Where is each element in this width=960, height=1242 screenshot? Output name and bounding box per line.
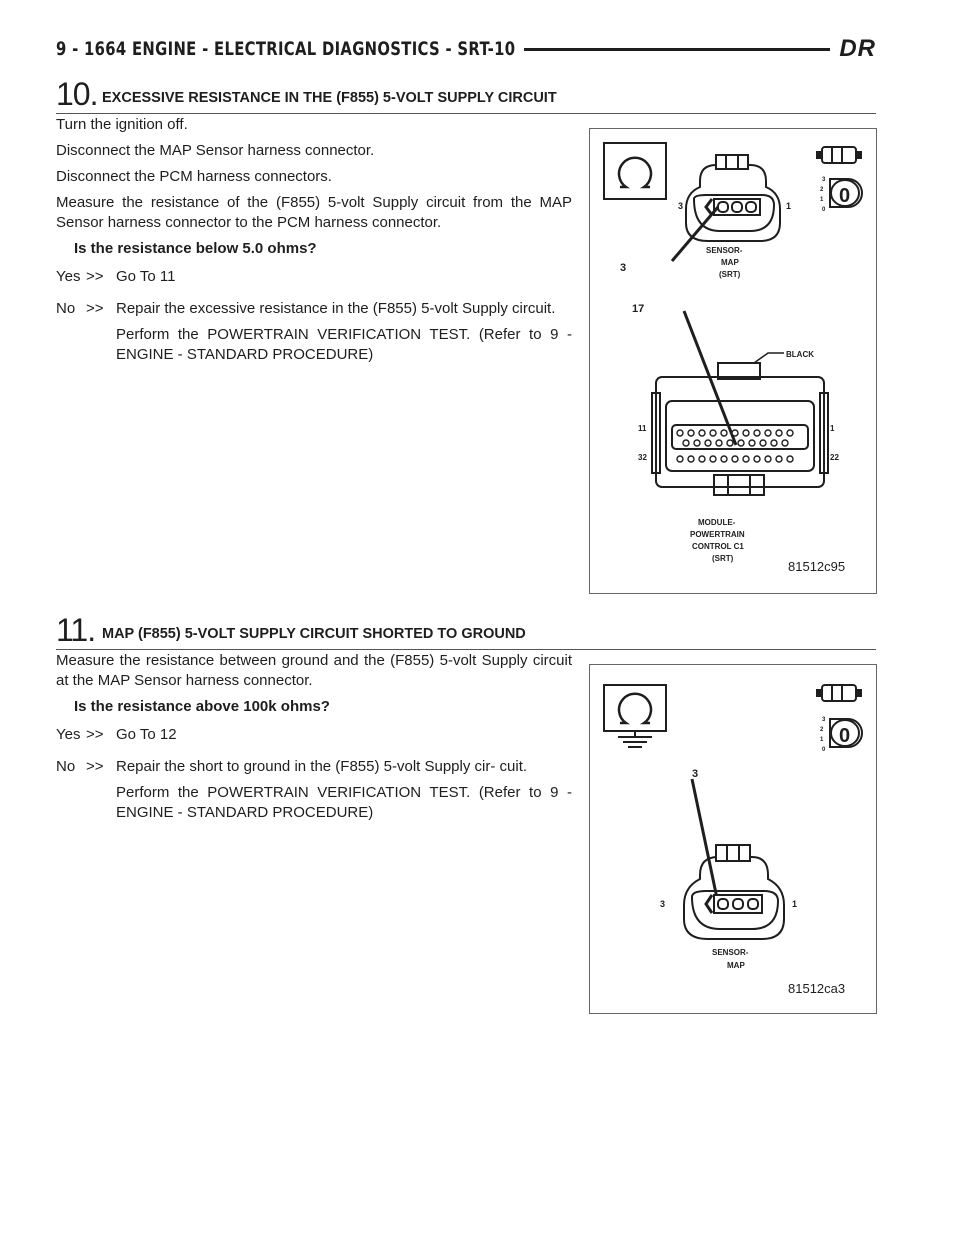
answer-text: Perform the POWERTRAIN VERIFICATION TEST. (Refer to 9 - ENGINE - STANDARD PROCEDURE) [116,784,572,821]
answer-key: No [56,300,76,317]
pin-label: 3 [660,899,666,909]
step-10-heading [56,76,876,114]
step-number: 10. [56,76,98,112]
callout-label: 3 [692,768,699,780]
answer-no [56,299,572,371]
scale-label: 2 [820,727,824,733]
module-label: MODULE- [698,518,736,527]
scale-label: 2 [820,187,824,193]
step-title: MAP (F855) 5-VOLT SUPPLY CIRCUIT SHORTED TO GROUND [102,626,526,642]
step-question: Is the resistance above 100k ohms? [74,698,330,715]
callout-label: 17 [632,303,645,315]
answer-text: Repair the excessive resistance in the (F855) 5-volt Supply circuit. [116,300,556,317]
module-label: CONTROL C1 [692,542,744,551]
pin-label: 11 [638,424,647,433]
callout-label: 3 [620,262,627,274]
instruction: Measure the resistance between ground and the (F855) 5-volt Supply circuit at the MAP Sensor harness connector. [56,652,572,689]
figure-81512c95 [589,128,877,594]
step-number: 11. [56,612,96,648]
connector-plug-icon [816,685,862,701]
scale-label: 3 [822,177,826,183]
sensor-variant: (SRT) [719,270,741,279]
connector-plug-icon [816,147,862,163]
answer-yes [56,267,572,293]
ignition-key-icon [820,717,862,753]
pin-label: 1 [786,201,792,211]
answer-text: Go To 12 [116,726,177,743]
scale-label: 3 [822,717,826,723]
step-11-body [56,651,572,835]
figure-id: 81512c95 [788,559,846,574]
page-header [56,35,876,64]
answer-text: Perform the POWERTRAIN VERIFICATION TEST. (Refer to 9 - ENGINE - STANDARD PROCEDURE) [116,326,572,363]
answer-yes [56,725,572,751]
header-rule [524,48,830,51]
scale-label: 1 [820,197,824,203]
instruction: Measure the resistance of the (F855) 5-volt Supply circuit from the MAP Sensor harness connector to the PCM harness connector. [56,194,572,231]
answer-key: Yes [56,726,81,743]
instruction: Turn the ignition off. [56,116,188,133]
answer-key: No [56,758,76,775]
answer-arrow: >> [86,300,104,317]
pin-label: 22 [830,453,839,462]
ohmmeter-icon [604,143,666,199]
dial-label: 0 [839,185,851,207]
pin-label: 3 [678,201,684,211]
map-sensor-connector [684,845,784,939]
scale-label: 0 [822,747,826,753]
answer-arrow: >> [86,268,104,285]
module-label: POWERTRAIN [690,530,745,539]
page-header-title: 9 - 1664 ENGINE - ELECTRICAL DIAGNOSTICS - SRT-10 [56,38,516,60]
connector-diagram [590,129,876,593]
step-10-body [56,115,572,377]
pin-label: 32 [638,453,647,462]
connector-diagram [590,665,876,1013]
sensor-sub: MAP [727,961,745,970]
answer-arrow: >> [86,726,104,743]
answer-no [56,757,572,829]
scale-label: 0 [822,207,826,213]
pin-label: 1 [830,424,835,433]
answer-text: Repair the short to ground in the (F855) 5-volt Supply cir- cuit. [116,758,528,775]
figure-id: 81512ca3 [788,981,846,996]
module-label: (SRT) [712,554,734,563]
instruction: Disconnect the MAP Sensor harness connector. [56,142,375,159]
pcm-connector [652,363,828,495]
step-11-heading [56,612,876,650]
pin-label: 1 [792,899,798,909]
sensor-name: SENSOR- [706,246,743,255]
figure-81512ca3 [589,664,877,1014]
step-title: EXCESSIVE RESISTANCE IN THE (F855) 5-VOLT SUPPLY CIRCUIT [102,90,557,106]
dial-label: 0 [839,725,851,747]
instruction: Disconnect the PCM harness connectors. [56,168,332,185]
scale-label: 1 [820,737,824,743]
answer-text: Go To 11 [116,268,176,285]
answer-arrow: >> [86,758,104,775]
ignition-key-icon [820,177,862,213]
color-label: BLACK [786,350,814,359]
sensor-name: SENSOR- [712,948,749,957]
header-badge: DR [839,35,876,62]
step-question: Is the resistance below 5.0 ohms? [74,240,317,257]
probe-line [692,779,718,903]
sensor-sub: MAP [721,258,739,267]
ohmmeter-ground-icon [604,685,666,747]
answer-key: Yes [56,268,81,285]
